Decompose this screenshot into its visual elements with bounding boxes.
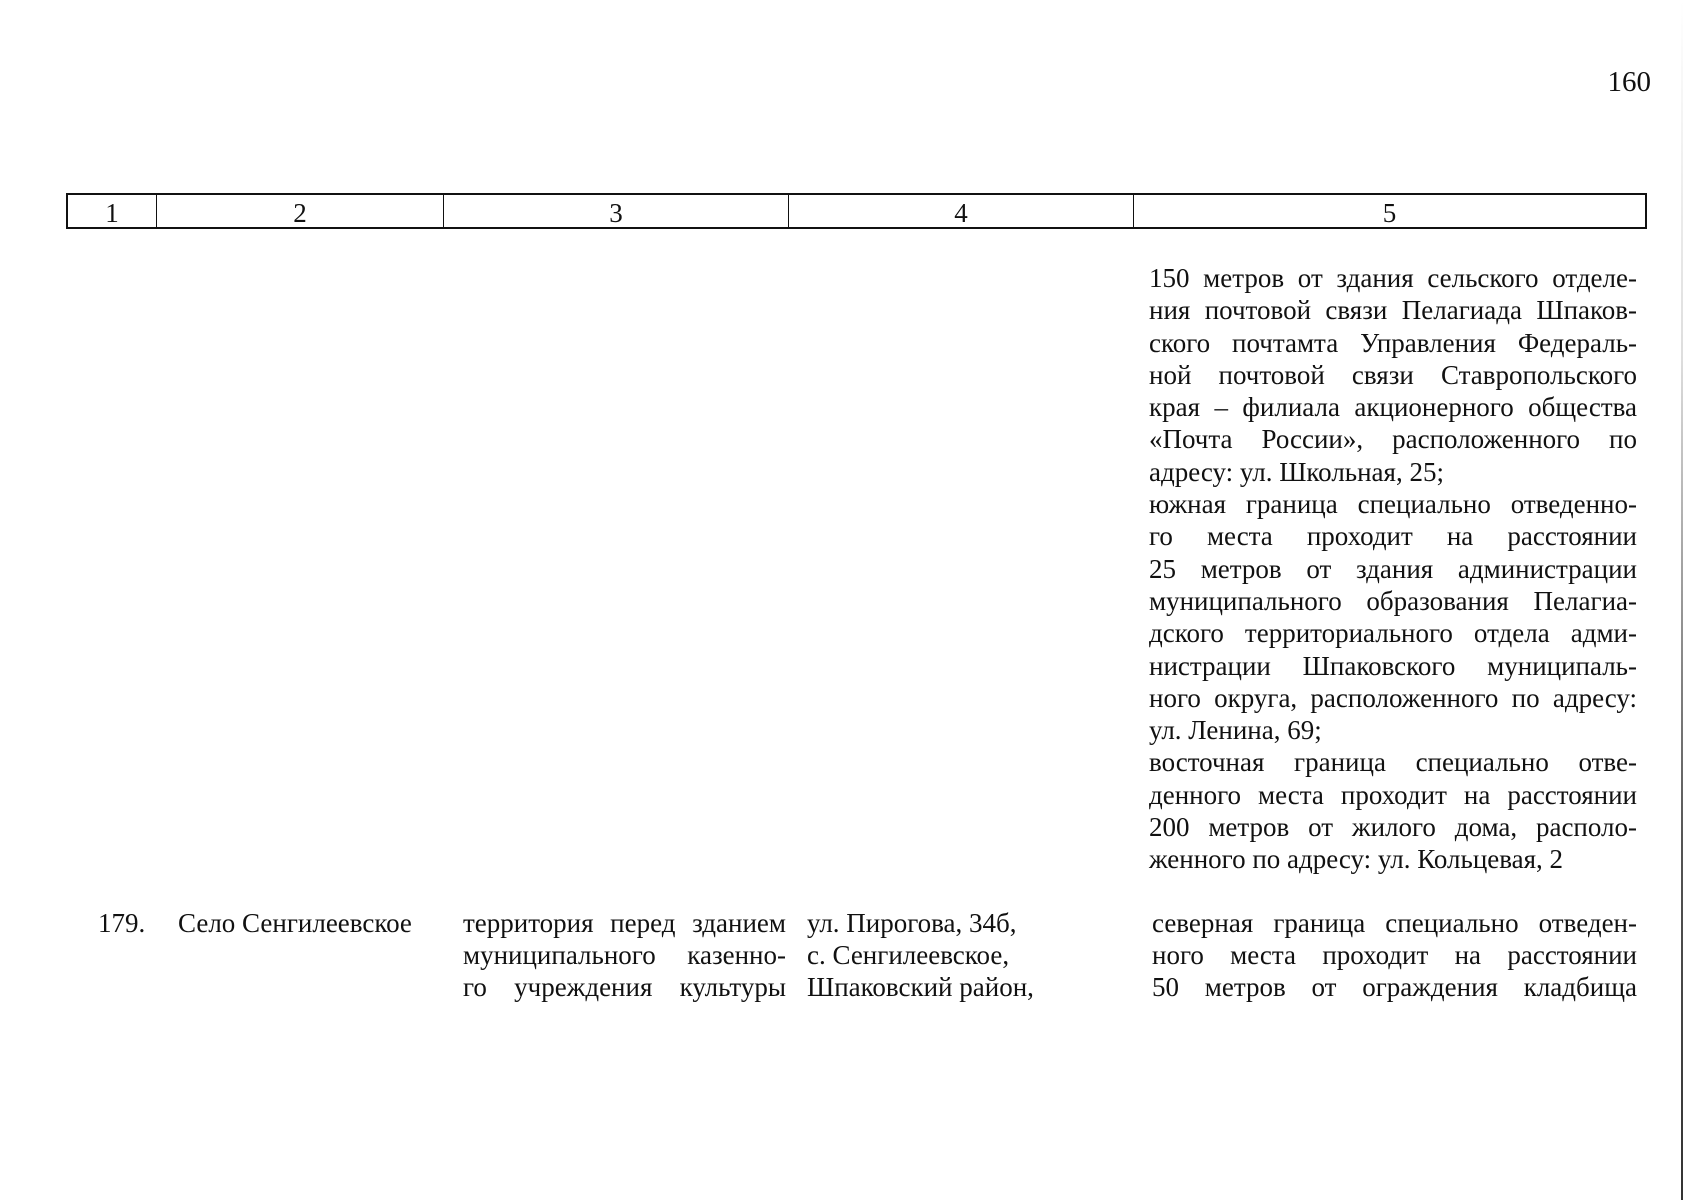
- text-line: ного места проходит на расстоянии: [1152, 940, 1637, 970]
- column-number-header: [66, 193, 1647, 229]
- text-line: дского территориального отдела адми-: [1149, 618, 1637, 649]
- text-line: ул. Пирогова, 34б,: [807, 908, 1017, 938]
- header-col-3: 3: [444, 195, 789, 227]
- text-line: северная граница специально отведен-: [1152, 908, 1637, 938]
- place-address: [807, 907, 1107, 1003]
- header-col-5: 5: [1382, 197, 1397, 228]
- text-line: ной почтовой связи Ставропольского: [1149, 359, 1637, 390]
- text-line: го места проходит на расстоянии: [1149, 521, 1637, 552]
- text-line: 200 метров от жилого дома, располо-: [1149, 812, 1637, 843]
- text-line: нистрации Шпаковского муниципаль-: [1149, 650, 1637, 681]
- text-line: Шпаковский район,: [807, 972, 1034, 1002]
- header-col-4: 4: [789, 195, 1134, 227]
- text-line: «Почта России», расположенного по: [1149, 424, 1637, 455]
- text-line: южная граница специально отведенно-: [1149, 489, 1637, 520]
- place-description: [463, 907, 786, 1003]
- text-line: восточная граница специально отве-: [1149, 747, 1637, 778]
- text-line: края – филиала акционерного общества: [1149, 392, 1637, 423]
- text-line: муниципального казенно-: [463, 940, 786, 970]
- text-line: территория перед зданием: [463, 908, 786, 938]
- text-line: 150 метров от здания сельского отделе-: [1149, 263, 1637, 293]
- text-line: женного по адресу: ул. Кольцевая, 2: [1149, 844, 1564, 875]
- text-line: денного места проходит на расстоянии: [1149, 779, 1637, 810]
- scan-edge-line: [1681, 0, 1683, 1200]
- header-col-2: 2: [157, 195, 444, 227]
- text-line: го учреждения культуры: [463, 972, 786, 1002]
- text-line: муниципального образования Пелагиа-: [1149, 585, 1637, 616]
- text-line: ного округа, расположенного по адресу:: [1149, 682, 1637, 713]
- text-line: адресу: ул. Школьная, 25;: [1149, 456, 1444, 487]
- text-line: 50 метров от ограждения кладбища: [1152, 972, 1637, 1002]
- continued-boundary-description: [1149, 262, 1637, 876]
- text-line: ния почтовой связи Пелагиада Шпаков-: [1149, 295, 1637, 326]
- text-line: с. Сенгилеевское,: [807, 940, 1010, 970]
- text-line: ского почтамта Управления Федераль-: [1149, 327, 1637, 358]
- row-number: 179.: [98, 908, 146, 938]
- boundary-description: [1152, 907, 1637, 1003]
- text-line: ул. Ленина, 69;: [1149, 715, 1322, 746]
- settlement-name: Село Сенгилеевское: [178, 908, 412, 938]
- page-number: 160: [1607, 66, 1651, 98]
- header-col-1: 1: [68, 195, 157, 227]
- text-line: 25 метров от здания администрации: [1149, 553, 1637, 584]
